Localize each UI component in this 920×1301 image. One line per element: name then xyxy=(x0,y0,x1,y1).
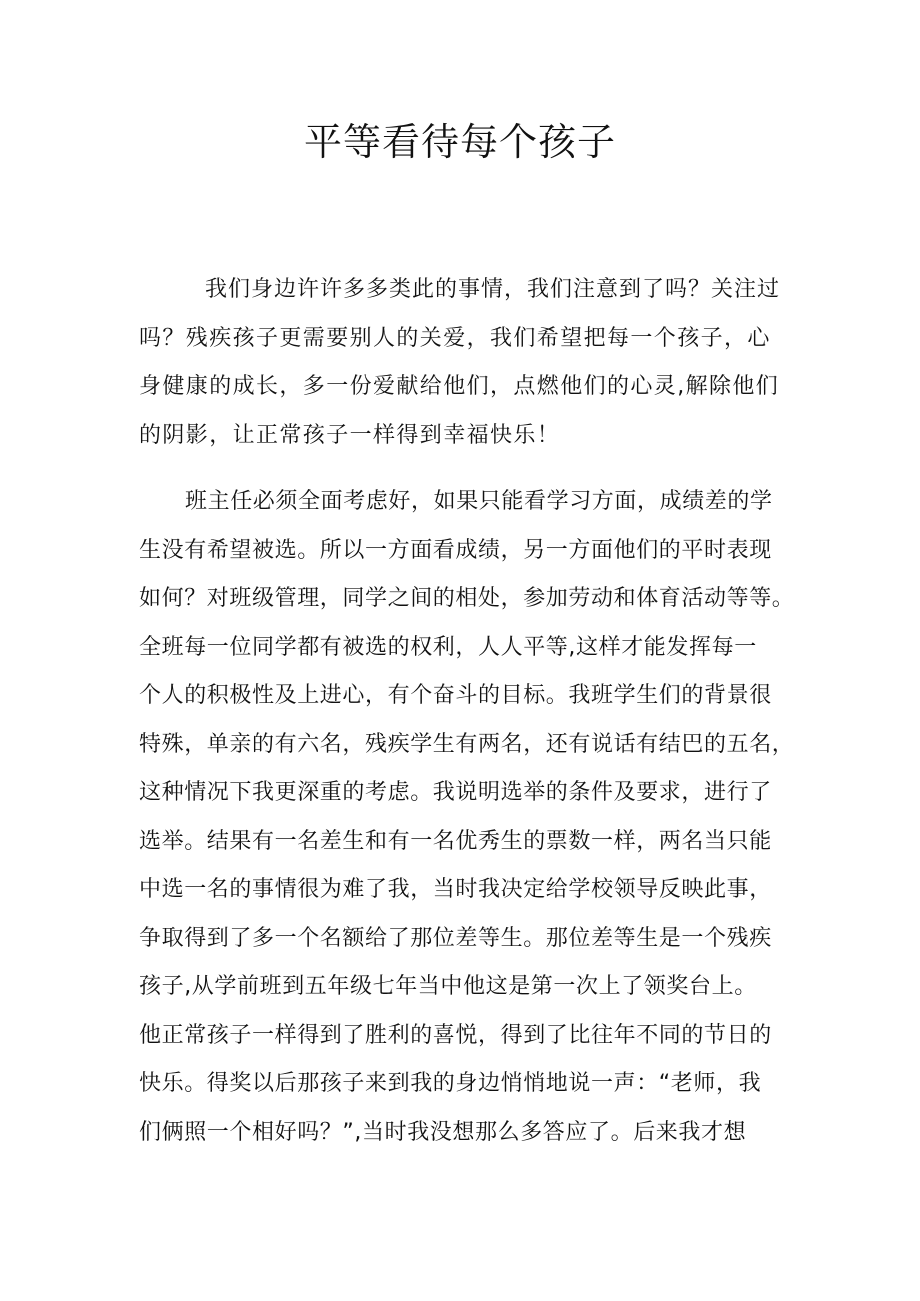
paragraph-line: 选举。结果有一名差生和有一名优秀生的票数一样，两名当只能 xyxy=(139,828,772,854)
paragraph-line: 中选一名的事情很为难了我，当时我决定给学校领导反映此事， xyxy=(139,877,772,902)
paragraph-line: 他正常孩子一样得到了胜利的喜悦，得到了比往年不同的节日的 xyxy=(139,1022,772,1048)
paragraph-line: 个人的积极性及上进心，有个奋斗的目标。我班学生们的背景很 xyxy=(139,683,772,708)
paragraph-line: 身健康的成长，多一份爱献给他们，点燃他们的心灵,解除他们 xyxy=(139,374,780,399)
paragraph-line: 们俩照一个相好吗？”,当时我没想那么多答应了。后来我才想 xyxy=(139,1119,747,1145)
paragraph-line: 争取得到了多一个名额给了那位差等生。那位差等生是一个残疾 xyxy=(139,925,772,951)
paragraph-line: 班主任必须全面考虑好，如果只能看学习方面，成绩差的学 xyxy=(185,489,773,514)
paragraph-line: 生没有希望被选。所以一方面看成绩，另一方面他们的平时表现 xyxy=(139,537,772,563)
paragraph-1 xyxy=(139,266,789,460)
paragraph-2 xyxy=(139,478,795,1157)
paragraph-line: 孩子,从学前班到五年级七年当中他这是第一次上了领奖台上。 xyxy=(139,974,757,999)
paragraph-line: 快乐。得奖以后那孩子来到我的身边悄悄地说一声：“老师，我 xyxy=(139,1071,762,1096)
paragraph-line: 我们身边许许多多类此的事情，我们注意到了吗？关注过 xyxy=(205,277,781,302)
paragraph-line: 吗？残疾孩子更需要别人的关爱，我们希望把每一个孩子，心 xyxy=(139,325,771,351)
paragraph-line: 这种情况下我更深重的考虑。我说明选举的条件及要求，进行了 xyxy=(139,780,772,805)
paragraph-line: 全班每一位同学都有被选的权利，人人平等,这样才能发挥每一 xyxy=(139,634,757,660)
paragraph-line: 特殊，单亲的有六名，残疾学生有两名，还有说话有结巴的五名， xyxy=(139,731,795,757)
paragraph-line: 的阴影，让正常孩子一样得到幸福快乐！ xyxy=(139,422,561,448)
paragraph-line: 如何？对班级管理，同学之间的相处，参加劳动和体育活动等等。 xyxy=(139,586,795,611)
document-title: 平等看待每个孩子 xyxy=(303,120,616,164)
